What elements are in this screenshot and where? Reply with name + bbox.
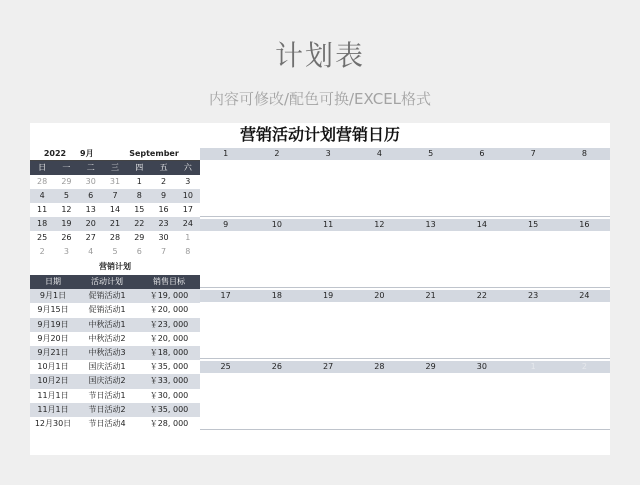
weekday-label: 一	[62, 163, 71, 172]
day-number[interactable]: 15	[528, 220, 539, 229]
calendar-sheet	[30, 123, 610, 455]
week-day-numbers	[200, 219, 610, 231]
day-number[interactable]: 22	[476, 291, 487, 300]
plan-activity: 促销活动1	[88, 305, 126, 315]
calendar-day: 9	[161, 191, 167, 200]
calendar-day: 17	[182, 205, 193, 214]
day-number[interactable]: 2	[274, 149, 280, 158]
plan-activity: 国庆活动2	[88, 376, 126, 386]
calendar-day: 26	[61, 233, 72, 242]
plan-target: ￥35, 000	[149, 404, 189, 414]
plan-date: 12月30日	[34, 418, 72, 428]
day-number[interactable]: 19	[323, 291, 334, 300]
calendar-day: 13	[85, 205, 96, 214]
day-number[interactable]: 30	[476, 362, 487, 371]
calendar-month[interactable]: 9月	[80, 149, 94, 158]
plan-target: ￥20, 000	[149, 305, 189, 315]
plan-target: ￥18, 000	[149, 347, 189, 357]
plan-target: ￥30, 000	[149, 390, 189, 400]
calendar-day: 7	[161, 247, 167, 256]
calendar-month-en: September	[129, 149, 179, 158]
week-notes-area[interactable]	[200, 302, 610, 359]
day-number[interactable]: 18	[271, 291, 282, 300]
calendar-day: 2	[39, 247, 45, 256]
calendar-day: 24	[182, 219, 193, 228]
calendar-day: 8	[136, 191, 142, 200]
calendar-day: 20	[85, 219, 96, 228]
table-row[interactable]	[30, 318, 200, 332]
day-number[interactable]: 9	[223, 220, 229, 229]
calendar-day: 23	[158, 219, 169, 228]
plan-activity: 中秋活动2	[88, 333, 126, 343]
calendar-day: 5	[63, 191, 69, 200]
week-notes-area[interactable]	[200, 231, 610, 288]
plan-table	[30, 275, 200, 431]
calendar-week-row	[30, 189, 200, 203]
calendar-day: 28	[37, 177, 48, 186]
calendar-day: 12	[61, 205, 72, 214]
day-number[interactable]: 29	[425, 362, 436, 371]
week-day-numbers	[200, 290, 610, 302]
weekday-label: 五	[159, 163, 168, 172]
day-number[interactable]: 23	[528, 291, 539, 300]
calendar-day: 8	[185, 247, 191, 256]
calendar-year[interactable]: 2022	[43, 149, 67, 158]
table-row[interactable]	[30, 374, 200, 388]
plan-date: 10月2日	[37, 376, 69, 386]
calendar-day: 14	[109, 205, 121, 214]
plan-target: ￥28, 000	[149, 418, 189, 428]
calendar-day: 7	[112, 191, 118, 200]
calendar-week-row	[30, 203, 200, 217]
plan-activity: 节日活动2	[88, 404, 126, 414]
plan-date: 10月1日	[37, 362, 69, 372]
day-number[interactable]: 25	[220, 362, 231, 371]
plan-title: 营销计划	[99, 262, 131, 271]
day-number[interactable]: 8	[581, 149, 587, 158]
page-subtitle: 内容可修改/配色可换/EXCEL格式	[208, 90, 432, 108]
mini-calendar	[30, 147, 200, 259]
calendar-day: 31	[109, 177, 121, 186]
calendar-day: 10	[182, 191, 193, 200]
column-header: 日期	[45, 277, 61, 286]
calendar-day: 19	[61, 219, 72, 228]
plan-activity: 促销活动1	[88, 291, 126, 301]
day-number[interactable]: 1	[530, 362, 536, 371]
plan-activity: 中秋活动3	[88, 347, 126, 357]
calendar-day: 30	[158, 233, 169, 242]
weekday-label: 六	[183, 163, 192, 172]
calendar-day: 3	[185, 177, 191, 186]
table-row[interactable]	[30, 303, 200, 317]
calendar-week-row	[30, 217, 200, 231]
calendar-day: 22	[134, 219, 145, 228]
day-number[interactable]: 16	[579, 220, 590, 229]
plan-activity: 节日活动1	[88, 390, 126, 400]
calendar-day: 25	[37, 233, 48, 242]
day-number[interactable]: 6	[479, 149, 485, 158]
table-row[interactable]	[30, 289, 200, 303]
calendar-day: 21	[109, 219, 121, 228]
plan-target: ￥20, 000	[149, 333, 189, 343]
calendar-day: 5	[112, 247, 118, 256]
table-row[interactable]	[30, 360, 200, 374]
plan-target: ￥33, 000	[149, 376, 189, 386]
day-number[interactable]: 7	[530, 149, 536, 158]
day-number[interactable]: 4	[376, 149, 382, 158]
weekday-row	[30, 161, 200, 175]
plan-header-row	[30, 275, 200, 289]
table-row[interactable]	[30, 403, 200, 417]
day-number[interactable]: 27	[323, 362, 334, 371]
plan-date: 9月20日	[37, 333, 69, 343]
calendar-day: 29	[61, 177, 72, 186]
weekday-label: 日	[38, 163, 47, 172]
week-block	[200, 219, 610, 288]
plan-target: ￥23, 000	[149, 319, 189, 329]
week-day-numbers	[200, 148, 610, 160]
calendar-day: 11	[37, 205, 48, 214]
table-row[interactable]	[30, 417, 200, 431]
week-notes-area[interactable]	[200, 160, 610, 217]
calendar-week-row	[30, 231, 200, 245]
plan-target: ￥19, 000	[149, 291, 189, 301]
day-number[interactable]: 1	[223, 149, 229, 158]
calendar-day: 18	[37, 219, 48, 228]
day-number[interactable]: 20	[374, 291, 385, 300]
column-header: 销售目标	[153, 277, 185, 286]
plan-activity: 国庆活动1	[88, 362, 126, 372]
weekday-label: 三	[110, 163, 119, 172]
week-block	[200, 148, 610, 217]
sheet-title: 营销活动计划营销日历	[239, 125, 400, 144]
day-number[interactable]: 2	[581, 362, 587, 371]
table-row[interactable]	[30, 346, 200, 360]
calendar-week-row	[30, 175, 200, 189]
calendar-day: 6	[136, 247, 142, 256]
day-number[interactable]: 26	[271, 362, 282, 371]
calendar-day: 15	[134, 205, 145, 214]
calendar-day: 4	[88, 247, 94, 256]
calendar-header	[30, 147, 200, 161]
calendar-day: 29	[134, 233, 145, 242]
page-title: 计划表	[274, 39, 365, 72]
day-number[interactable]: 21	[425, 291, 436, 300]
day-number[interactable]: 14	[476, 220, 487, 229]
plan-date: 11月1日	[37, 404, 69, 414]
day-number[interactable]: 13	[425, 220, 436, 229]
weekday-label: 二	[86, 163, 95, 172]
calendar-day: 16	[158, 205, 169, 214]
calendar-week-row	[30, 245, 200, 259]
plan-date: 9月15日	[37, 305, 69, 315]
plan-date: 9月19日	[37, 319, 69, 329]
calendar-day: 27	[85, 233, 96, 242]
day-number[interactable]: 5	[428, 149, 434, 158]
plan-date: 11月1日	[37, 390, 69, 400]
plan-activity: 中秋活动1	[88, 319, 126, 329]
week-block	[200, 290, 610, 359]
weekday-label: 四	[135, 163, 144, 172]
plan-date: 9月1日	[39, 291, 67, 301]
calendar-day: 6	[88, 191, 94, 200]
plan-target: ￥35, 000	[149, 362, 189, 372]
day-number[interactable]: 12	[374, 220, 385, 229]
week-day-numbers	[200, 361, 610, 373]
day-number[interactable]: 3	[325, 149, 331, 158]
day-number[interactable]: 17	[220, 291, 231, 300]
calendar-day: 1	[136, 177, 142, 186]
calendar-day: 4	[39, 191, 45, 200]
calendar-day: 2	[161, 177, 167, 186]
day-number[interactable]: 24	[579, 291, 590, 300]
week-block	[200, 361, 610, 430]
plan-activity: 节日活动4	[88, 418, 126, 428]
table-row[interactable]	[30, 332, 200, 346]
calendar-day: 30	[85, 177, 96, 186]
calendar-day: 28	[109, 233, 121, 242]
calendar-day: 1	[185, 233, 191, 242]
day-number[interactable]: 28	[374, 362, 385, 371]
day-number[interactable]: 11	[323, 220, 334, 229]
column-header: 活动计划	[91, 277, 123, 286]
table-row[interactable]	[30, 389, 200, 403]
plan-date: 9月21日	[37, 347, 69, 357]
day-number[interactable]: 10	[271, 220, 282, 229]
week-notes-area[interactable]	[200, 373, 610, 430]
calendar-day: 3	[63, 247, 69, 256]
